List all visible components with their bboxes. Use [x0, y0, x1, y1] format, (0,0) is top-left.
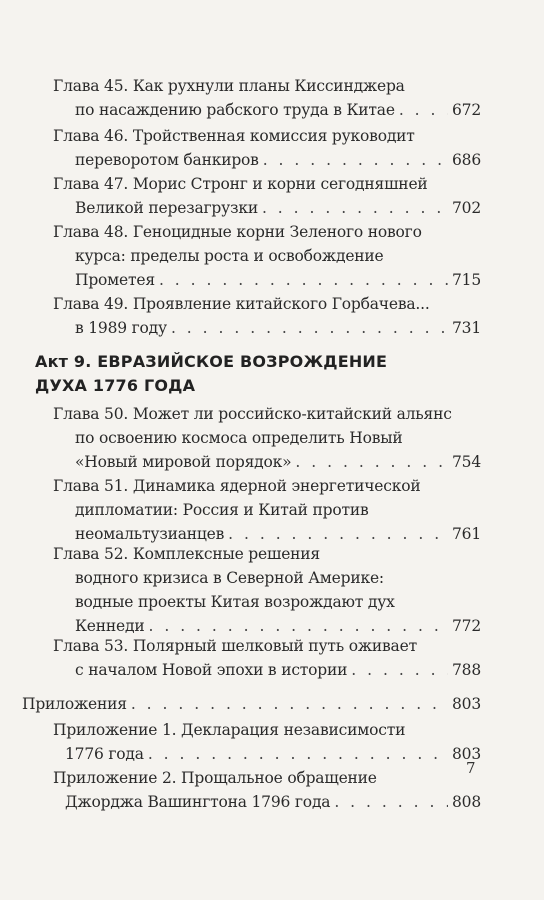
leader-dots	[351, 658, 448, 682]
entry-title-line: Глава 47. Морис Стронг и корни сегодняшней	[53, 175, 428, 193]
entry-page-number: 702	[452, 199, 481, 217]
toc-entry-chapter-52	[53, 542, 481, 638]
entry-title-line: Глава 45. Как рухнули планы Киссинджера	[53, 77, 405, 95]
entry-title-line: Прометея	[75, 271, 155, 289]
toc-entry-chapter-51	[53, 474, 481, 546]
toc-entry-chapter-46	[53, 124, 481, 172]
entry-page-number: 803	[452, 745, 481, 763]
entry-title-line: Приложения	[22, 695, 127, 713]
toc-entry-appendix-2	[53, 766, 481, 814]
entry-title-line: курса: пределы роста и освобождение	[75, 247, 384, 265]
entry-title-line: водные проекты Китая возрождают дух	[75, 593, 395, 611]
entry-title-line: Кеннеди	[75, 617, 145, 635]
entry-title-line: по освоению космоса определить Новый	[75, 429, 403, 447]
leader-dots	[399, 98, 448, 122]
toc-entry-appendix-1	[53, 718, 481, 766]
entry-page-number: 772	[452, 617, 481, 635]
entry-title-line: переворотом банкиров	[75, 151, 259, 169]
entry-page-number: 808	[452, 793, 481, 811]
entry-title-line: 1776 года	[65, 745, 144, 763]
toc-entry-chapter-53	[53, 634, 481, 682]
entry-title-line: Глава 48. Геноцидные корни Зеленого нового	[53, 223, 422, 241]
entry-title-line: Глава 51. Динамика ядерной энергетической	[53, 477, 421, 495]
toc-entry-chapter-47	[53, 172, 481, 220]
entry-title-line: Глава 49. Проявление китайского Горбачева...	[53, 295, 430, 313]
toc-entry-chapter-50	[53, 402, 481, 474]
act-heading-line: ДУХА 1776 ГОДА	[35, 376, 196, 395]
page-number: 7	[466, 759, 476, 777]
entry-page-number: 803	[452, 695, 481, 713]
entry-title-line: Глава 52. Комплексные решения	[53, 545, 321, 563]
entry-page-number: 672	[452, 101, 481, 119]
act-heading-line: Акт 9. ЕВРАЗИЙСКОЕ ВОЗРОЖДЕНИЕ	[35, 352, 388, 371]
entry-page-number: 788	[452, 661, 481, 679]
entry-title-line: дипломатии: Россия и Китай против	[75, 501, 369, 519]
leader-dots	[262, 196, 448, 220]
entry-title-line: Приложение 2. Прощальное обращение	[53, 769, 377, 787]
entry-title-line: неомальтузианцев	[75, 525, 225, 543]
entry-title-line: Великой перезагрузки	[75, 199, 258, 217]
toc-entry-chapter-49	[53, 292, 481, 340]
leader-dots	[334, 790, 448, 814]
entry-title-line: Глава 50. Может ли российско-китайский альянс	[53, 405, 452, 423]
entry-page-number: 731	[452, 319, 481, 337]
leader-dots	[171, 316, 448, 340]
entry-title-line: водного кризиса в Северной Америке:	[75, 569, 384, 587]
entry-page-number: 715	[452, 271, 481, 289]
entry-title-line: в 1989 году	[75, 319, 167, 337]
entry-page-number: 686	[452, 151, 481, 169]
toc-entry-chapter-45	[53, 74, 481, 122]
entry-title-line: Приложение 1. Декларация независимости	[53, 721, 406, 739]
entry-page-number: 754	[452, 453, 481, 471]
entry-title-line: «Новый мировой порядок»	[75, 453, 292, 471]
entry-title-line: Джорджа Вашингтона 1796 года	[65, 793, 331, 811]
entry-title-line: Глава 53. Полярный шелковый путь оживает	[53, 637, 417, 655]
leader-dots	[131, 692, 448, 716]
toc-entry-chapter-48	[53, 220, 481, 292]
act-heading	[35, 350, 475, 398]
entry-title-line: Глава 46. Тройственная комиссия руководит	[53, 127, 415, 145]
toc-entry-appendices	[22, 692, 481, 716]
entry-page-number: 761	[452, 525, 481, 543]
entry-title-line: с началом Новой эпохи в истории	[75, 661, 348, 679]
leader-dots	[159, 268, 448, 292]
entry-title-line: по насаждению рабского труда в Китае	[75, 101, 395, 119]
leader-dots	[295, 450, 448, 474]
leader-dots	[263, 148, 448, 172]
leader-dots	[148, 742, 448, 766]
